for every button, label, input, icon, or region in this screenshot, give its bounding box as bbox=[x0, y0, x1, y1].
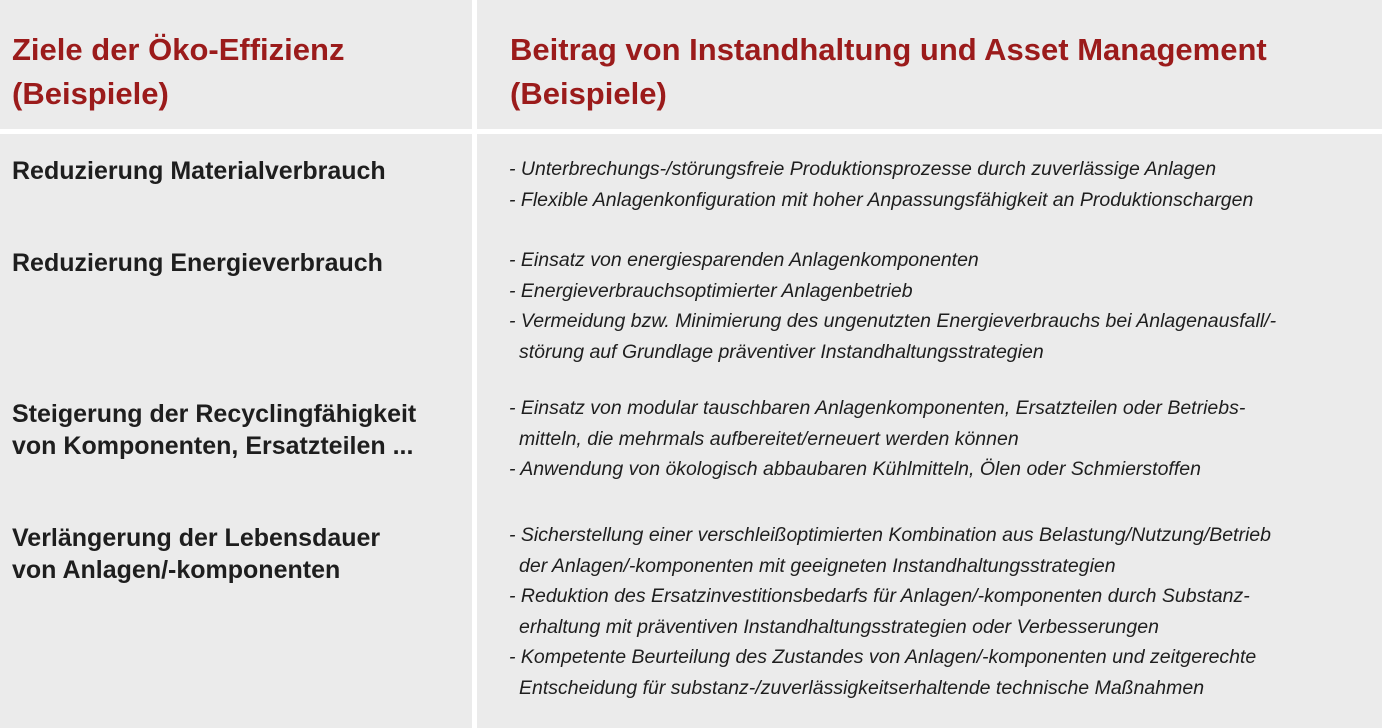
header-right-title bbox=[510, 28, 1267, 116]
list-item bbox=[509, 642, 1271, 703]
header-divider bbox=[0, 129, 1382, 134]
list-item-text: - Vermeidung bzw. Minimierung des ungenutzten Energieverbrauchs bei Anlagenausfall/- bbox=[509, 310, 1277, 332]
list-item-text: - Einsatz von energiesparenden Anlagenkomponenten bbox=[509, 249, 979, 271]
goal-line: Reduzierung Materialverbrauch bbox=[12, 157, 386, 185]
goal-energy bbox=[12, 247, 383, 279]
list-item bbox=[509, 581, 1271, 642]
list-item bbox=[509, 306, 1276, 367]
list-item-text: - Einsatz von modular tauschbaren Anlagenkomponenten, Ersatzteilen oder Betriebs- bbox=[509, 397, 1246, 419]
goal-line: Verlängerung der Lebensdauer bbox=[12, 524, 381, 552]
list-item-text: - Unterbrechungs-/störungsfreie Produktionsprozesse durch zuverlässige Anlagen bbox=[509, 158, 1217, 180]
list-item-text: - Reduktion des Ersatzinvestitionsbedarfs für Anlagen/-komponenten durch Substanz- bbox=[509, 585, 1250, 607]
list-item-text: - Flexible Anlagenkonfiguration mit hoher Anpassungsfähigkeit an Produktionschargen bbox=[509, 188, 1254, 211]
list-item bbox=[509, 393, 1245, 454]
header-left-line2: (Beispiele) bbox=[12, 76, 169, 111]
contribution-list-recycling bbox=[509, 393, 1245, 485]
goal-line: von Komponenten, Ersatzteilen ... bbox=[12, 432, 414, 460]
header-right-line1: Beitrag von Instandhaltung und Asset Management bbox=[510, 32, 1267, 67]
contribution-list-energy bbox=[509, 245, 1276, 367]
list-item-text-continuation: störung auf Grundlage präventiver Instandhaltungsstrategien bbox=[519, 340, 1044, 363]
goal-lifetime bbox=[12, 522, 380, 586]
contribution-list-lifetime bbox=[509, 520, 1271, 703]
list-item-text-continuation: Entscheidung für substanz-/zuverlässigkeitserhaltende technische Maßnahmen bbox=[519, 676, 1205, 699]
list-item bbox=[509, 245, 1276, 276]
contribution-list-material bbox=[509, 154, 1253, 215]
list-item bbox=[509, 154, 1253, 185]
list-item-text: - Energieverbrauchsoptimierter Anlagenbetrieb bbox=[509, 279, 913, 302]
list-item bbox=[509, 520, 1271, 581]
list-item-text-continuation: erhaltung mit präventiven Instandhaltungsstrategien oder Verbesserungen bbox=[519, 615, 1159, 638]
header-left-line1: Ziele der Öko-Effizienz bbox=[12, 32, 345, 67]
list-item bbox=[509, 276, 1276, 307]
list-item bbox=[509, 185, 1253, 216]
goal-recycling bbox=[12, 398, 416, 462]
list-item bbox=[509, 454, 1245, 485]
header-left-title bbox=[12, 28, 344, 116]
goal-line: Steigerung der Recyclingfähigkeit bbox=[12, 400, 417, 428]
goal-line: von Anlagen/-komponenten bbox=[12, 556, 341, 584]
header-right-line2: (Beispiele) bbox=[510, 76, 667, 111]
list-item-text: - Sicherstellung einer verschleißoptimierten Kombination aus Belastung/Nutzung/Betrieb bbox=[509, 524, 1271, 546]
list-item-text: - Anwendung von ökologisch abbaubaren Kühlmitteln, Ölen oder Schmierstoffen bbox=[509, 458, 1201, 480]
column-divider bbox=[472, 0, 477, 728]
list-item-text-continuation: mitteln, die mehrmals aufbereitet/erneuert werden können bbox=[519, 427, 1019, 450]
list-item-text-continuation: der Anlagen/-komponenten mit geeigneten Instandhaltungsstrategien bbox=[519, 554, 1116, 577]
goal-line: Reduzierung Energieverbrauch bbox=[12, 249, 383, 277]
list-item-text: - Kompetente Beurteilung des Zustandes von Anlagen/-komponenten und zeitgerechte bbox=[509, 646, 1257, 668]
goal-material bbox=[12, 155, 386, 187]
